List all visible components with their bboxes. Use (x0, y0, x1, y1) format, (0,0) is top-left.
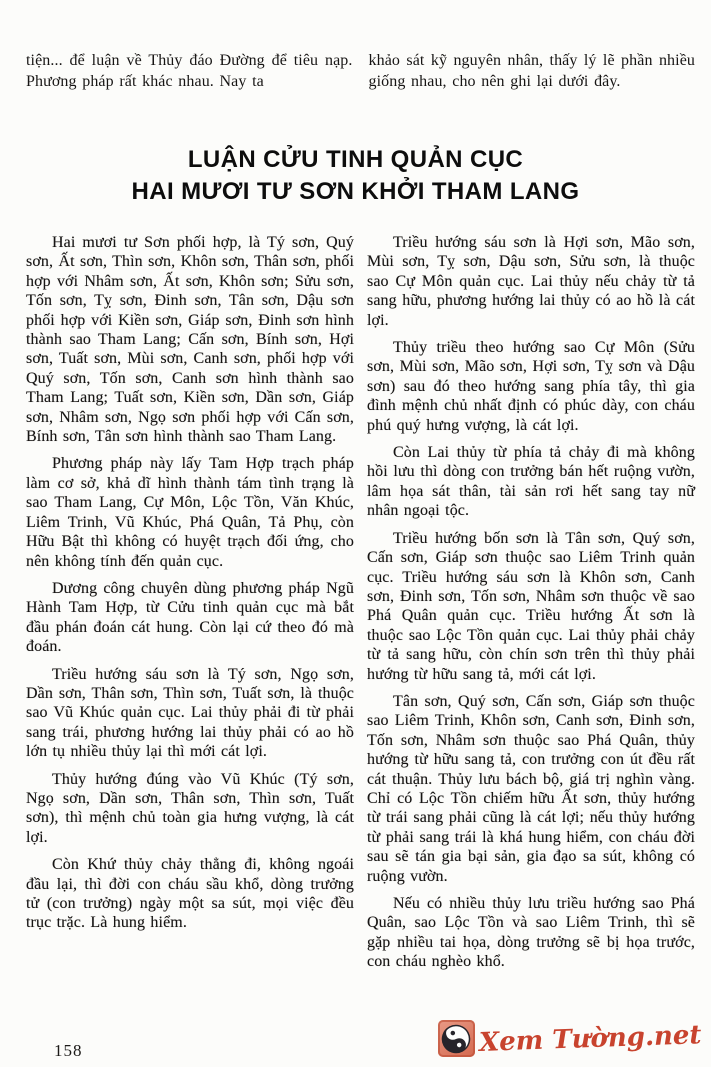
paragraph: Triều hướng sáu sơn là Hợi sơn, Mão sơn, Mùi sơn, Tỵ sơn, Dậu sơn, Sửu sơn, là thuộc sao Cự Môn quản cục. Lai thủy nếu chảy từ tả sang hữu, phương hướng lai thủy có ao hồ là cát lợi. (367, 234, 695, 329)
paragraph: Hai mươi tư Sơn phối hợp, là Tý sơn, Quý sơn, Ất sơn, Thìn sơn, Khôn sơn, Thân sơn, phối hợp với Nhâm sơn, Ất sơn, Khôn sơn; Sửu sơn, Tốn sơn, Tỵ sơn, Đinh sơn, Tân sơn, Dậu sơn phối hợp với Kiền sơn, Giáp sơn, Đinh sơn hình thành sao Tham Lang; Cấn sơn, Bính sơn, Hợi sơn, Tuất sơn, Mùi sơn, Canh sơn, phối hợp với Quý sơn, Tốn sơn, Canh sơn hình thành sao Tham Lang; Tuất sơn, Kiền sơn, Dần sơn, Giáp sơn, Nhâm sơn, Ngọ sơn phối hợp với Cấn sơn, Bính sơn, Tân sơn hình thành sao Tham Lang. (26, 234, 354, 446)
continuation-left: tiện... để luận về Thủy đáo Đường để tiêu nạp. Phương pháp rất khác nhau. Nay ta (26, 52, 353, 90)
continuation-right: khảo sát kỹ nguyên nhân, thấy lý lẽ phần nhiều giống nhau, cho nên ghi lại dưới đây. (368, 52, 695, 90)
paragraph: Nếu có nhiều thủy lưu triều hướng sao Phá Quân, sao Lộc Tồn và sao Liêm Trinh, thì sẽ gặp nhiều tai họa, dòng trưởng sẽ bị họa trước, con cháu nghèo khổ. (367, 895, 695, 971)
paragraph: Còn Lai thủy từ phía tả chảy đi mà không hồi lưu thì dòng con trưởng bán hết ruộng vườn, lâm họa sát thân, tài sản rơi hết sang tay nữ nhân ngoại tộc. (367, 444, 695, 520)
section-title (0, 144, 711, 208)
yin-yang-icon (438, 1020, 475, 1057)
paragraph: Thủy triều theo hướng sao Cự Môn (Sửu sơn, Mùi sơn, Mão sơn, Hợi sơn, Tỵ sơn và Dậu sơn) sau đó theo hướng sang phía tây, thì gia đình mệnh chủ nhất định có phúc dày, con cháu phú quý hưng vượng, là cát lợi. (367, 339, 695, 434)
paragraph: Phương pháp này lấy Tam Hợp trạch pháp làm cơ sở, khả dĩ hình thành tám tình trạng là sao Tham Lang, Cự Môn, Lộc Tồn, Văn Khúc, Liêm Trinh, Vũ Khúc, Phá Quân, Tả Phụ, còn Hữu Bật thì không có huyệt trạch đối ứng, cho nên không tính đến quản cục. (26, 455, 354, 570)
paragraph: Thủy hướng đúng vào Vũ Khúc (Tý sơn, Ngọ sơn, Dần sơn, Thân sơn, Thìn sơn, Tuất sơn), thì mệnh chủ toàn gia hưng vượng, là cát lợi. (26, 770, 354, 846)
page-number: 158 (54, 1041, 83, 1060)
body-columns (0, 233, 711, 980)
watermark-label: Xem Tường.net (478, 1019, 702, 1058)
continuation-text (0, 50, 711, 92)
section-title-line2: HAI MƯƠI TƯ SƠN KHỞI THAM LANG (131, 178, 580, 205)
left-column (26, 233, 354, 980)
section-title-line1: LUẬN CỬU TINH QUẢN CỤC (187, 146, 524, 173)
paragraph: Tân sơn, Quý sơn, Cấn sơn, Giáp sơn thuộc sao Liêm Trinh, Khôn sơn, Canh sơn, Đinh sơn, Tốn sơn, Nhâm sơn thuộc sao Phá Quân, thủy hướng từ hữu sang tả, con trưởng con út đều rất cát thuận. Thủy lưu bách bộ, giá trị nghìn vàng. Chỉ có Lộc Tồn chiếm hữu Ất sơn, thủy hướng từ trái sang phải cũng là cát lợi; nếu thủy hướng từ phải sang trái là khá hung hiểm, con cháu đời sau sẽ tán gia bại sản, gia đạo sa sút, không có ruộng vườn. (367, 692, 695, 885)
paragraph: Triều hướng bốn sơn là Tân sơn, Quý sơn, Cấn sơn, Giáp sơn thuộc sao Liêm Trinh quản cục. Triều hướng sáu sơn là Khôn sơn, Canh sơn, Đinh sơn, Tốn sơn, Nhâm sơn thuộc về sao Phá Quân quản cục. Triều hướng Ất sơn là thuộc sao Lộc Tồn quản cục. Lai thủy phải chảy từ tả sang hữu, còn chín sơn trên thì thủy phải hướng từ hữu sang tả, mới cát lợi. (367, 529, 695, 683)
paragraph: Còn Khứ thủy chảy thẳng đi, không ngoái đầu lại, thì đời con cháu sầu khổ, dòng trưởng tử (con trưởng) ngày một sa sút, mọi việc đều trục trặc. Là hung hiểm. (26, 856, 354, 932)
paragraph: Triều hướng sáu sơn là Tý sơn, Ngọ sơn, Dần sơn, Thân sơn, Thìn sơn, Tuất sơn, là thuộc sao Vũ Khúc quản cục. Lai thủy phải đi từ phải sang trái, phương hướng lai thủy phải có ao hồ lớn tụ nhiều thủy lại thì mới cát lợi. (26, 665, 354, 761)
right-column (367, 233, 695, 980)
watermark (438, 1020, 705, 1057)
paragraph: Dương công chuyên dùng phương pháp Ngũ Hành Tam Hợp, từ Cửu tinh quản cục mà bắt đầu phán đoán cát hung. Còn lại cứ theo đó mà đoán. (26, 579, 354, 656)
